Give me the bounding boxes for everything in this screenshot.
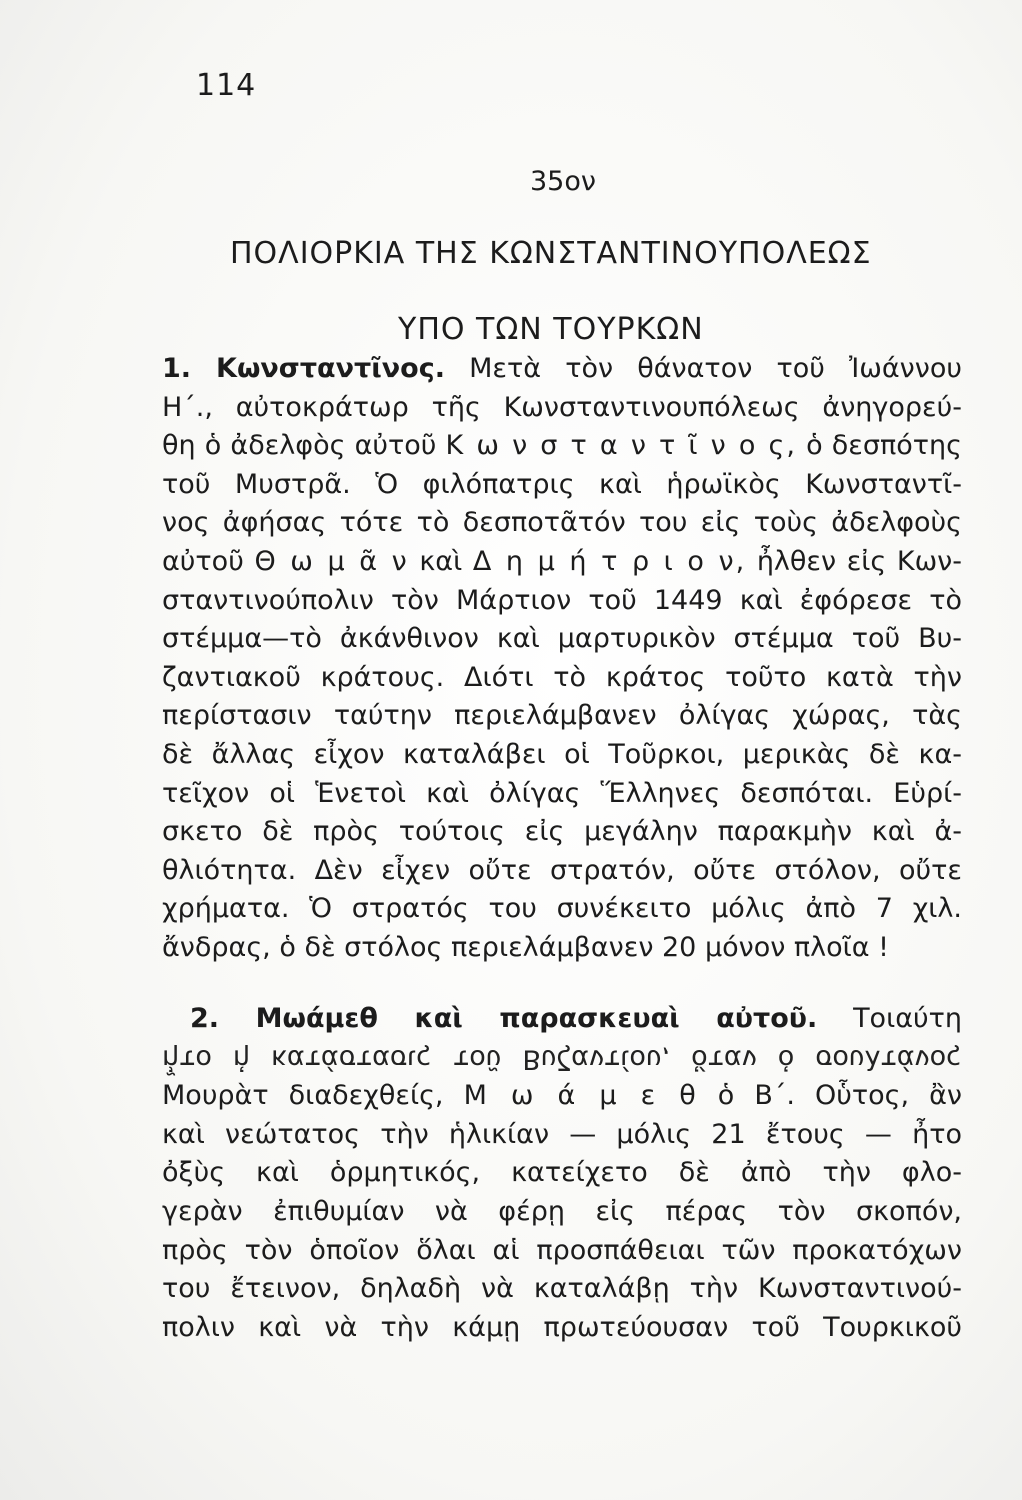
text-line: [162, 427, 962, 466]
text-fragment: Οὗτος, ἂν: [815, 1080, 962, 1112]
chapter-number: 35ον: [530, 166, 596, 197]
emphasized-name: Δ η μ ή τ ρ ι ο ν,: [472, 545, 747, 577]
text-fragment: ἦλθεν εἰς Κων-: [756, 545, 963, 577]
text-line: καὶ νεώτατος τὴν ἡλικίαν — μόλις 21 ἔτους — ἦτο: [162, 1118, 962, 1150]
chapter-title-line2: ΥΠΟ ΤΩΝ ΤΟΥΡΚΩΝ: [398, 312, 704, 347]
section-2: [162, 1000, 962, 1347]
text-line: [162, 350, 962, 389]
text-line: [162, 543, 962, 582]
text-line: ζαντιακοῦ κράτους. Διότι τὸ κράτος τοῦτο κατὰ τὴν: [162, 661, 962, 693]
emphasized-name: Θ ω μ ᾶ ν: [254, 545, 409, 577]
text-line: σκετο δὲ πρὸς τούτοις εἰς μεγάλην παρακμὴν καὶ ἀ-: [162, 816, 962, 848]
text-line: περίστασιν ταύτην περιελάμβανεν ὀλίγας χώρας, τὰς: [162, 700, 962, 732]
section-1-heading: 1. Κωνσταντῖνος.: [162, 353, 445, 384]
text-fragment: θη ὁ ἀδελφὸς αὐτοῦ: [162, 430, 437, 462]
text-line: χρήματα. Ὁ στρατός του συνέκειτο μόλις ἀπὸ 7 χιλ.: [162, 893, 962, 925]
section-2-heading: 2. Μωάμεθ καὶ παρασκευαὶ αὐτοῦ.: [190, 1003, 818, 1034]
text-line: πολιν καὶ νὰ τὴν κάμῃ πρωτεύουσαν τοῦ Τουρκικοῦ: [162, 1311, 962, 1343]
text-line: ὀξὺς καὶ ὁρμητικός, κατείχετο δὲ ἀπὸ τὴν φλο-: [162, 1157, 962, 1189]
text-fragment: ὅταν ὁ σουλτάνος: [691, 1043, 962, 1075]
text-fragment: ὁ Β΄.: [717, 1080, 795, 1112]
text-fragment: ὁ δεσπότης: [806, 430, 962, 462]
page-number: 114: [196, 68, 257, 103]
text-line: του ἔτεινον, δηλαδὴ νὰ καταλάβῃ τὴν Κωνσταντινού-: [162, 1273, 962, 1305]
chapter-title-line1: ΠΟΛΙΟΡΚΙΑ ΤΗΣ ΚΩΝΣΤΑΝΤΙΝΟΥΠΟΛΕΩΣ: [230, 236, 872, 271]
text-line: [162, 1000, 962, 1039]
text-fragment: Μουρὰτ διαδεχθείς,: [162, 1080, 444, 1112]
text-line: σταντινούπολιν τὸν Μάρτιον τοῦ 1449 καὶ ἐφόρεσε τὸ: [162, 584, 962, 616]
text-line: Η΄., αὐτοκράτωρ τῆς Κωνσταντινουπόλεως ἀνηγορεύ-: [162, 391, 962, 423]
text-line: δὲ ἄλλας εἶχον καταλάβει οἱ Τοῦρκοι, μερικὰς δὲ κα-: [162, 738, 962, 770]
misprinted-line: [162, 1039, 962, 1078]
text-fragment: αὐτοῦ: [162, 545, 244, 577]
text-fragment: Μετὰ τὸν θάνατον τοῦ Ἰωάννου: [469, 353, 962, 384]
emphasized-name: Κ ω ν σ τ α ν τ ῖ ν ο ς,: [445, 430, 797, 462]
text-line: θλιότητα. Δὲν εἶχεν οὔτε στρατόν, οὔτε στόλον, οὔτε: [162, 854, 962, 886]
text-line: πρὸς τὸν ὁποῖον ὅλαι αἱ προσπάθειαι τῶν προκατόχων: [162, 1234, 962, 1266]
section-1: [162, 350, 962, 968]
text-fragment: καὶ: [419, 545, 463, 577]
emphasized-name: Μ ω ά μ ε θ: [463, 1080, 698, 1112]
text-fragment: Τοιαύτη: [853, 1003, 962, 1034]
text-line: [162, 1077, 962, 1116]
text-line: γερὰν ἐπιθυμίαν νὰ φέρῃ εἰς πέρας τὸν σκοπόν,: [162, 1195, 962, 1227]
text-line: στέμμα—τὸ ἀκάνθινον καὶ μαρτυρικὸν στέμμα τοῦ Βυ-: [162, 623, 962, 655]
text-fragment: ἦτο ἡ κατάστασις τοῦ Βυζαντίου,: [162, 1043, 671, 1075]
text-line: ἄνδρας, ὁ δὲ στόλος περιελάμβανεν 20 μόνον πλοῖα !: [162, 931, 889, 963]
text-line: τεῖχον οἱ Ἑνετοὶ καὶ ὀλίγας Ἕλληνες δεσπόται. Εὑρί-: [162, 777, 962, 809]
text-line: τοῦ Μυστρᾶ. Ὁ φιλόπατρις καὶ ἡρωϊκὸς Κωνσταντῖ-: [162, 468, 962, 500]
text-line: νος ἀφήσας τότε τὸ δεσποτᾶτόν του εἰς τοὺς ἀδελφοὺς: [162, 507, 962, 539]
